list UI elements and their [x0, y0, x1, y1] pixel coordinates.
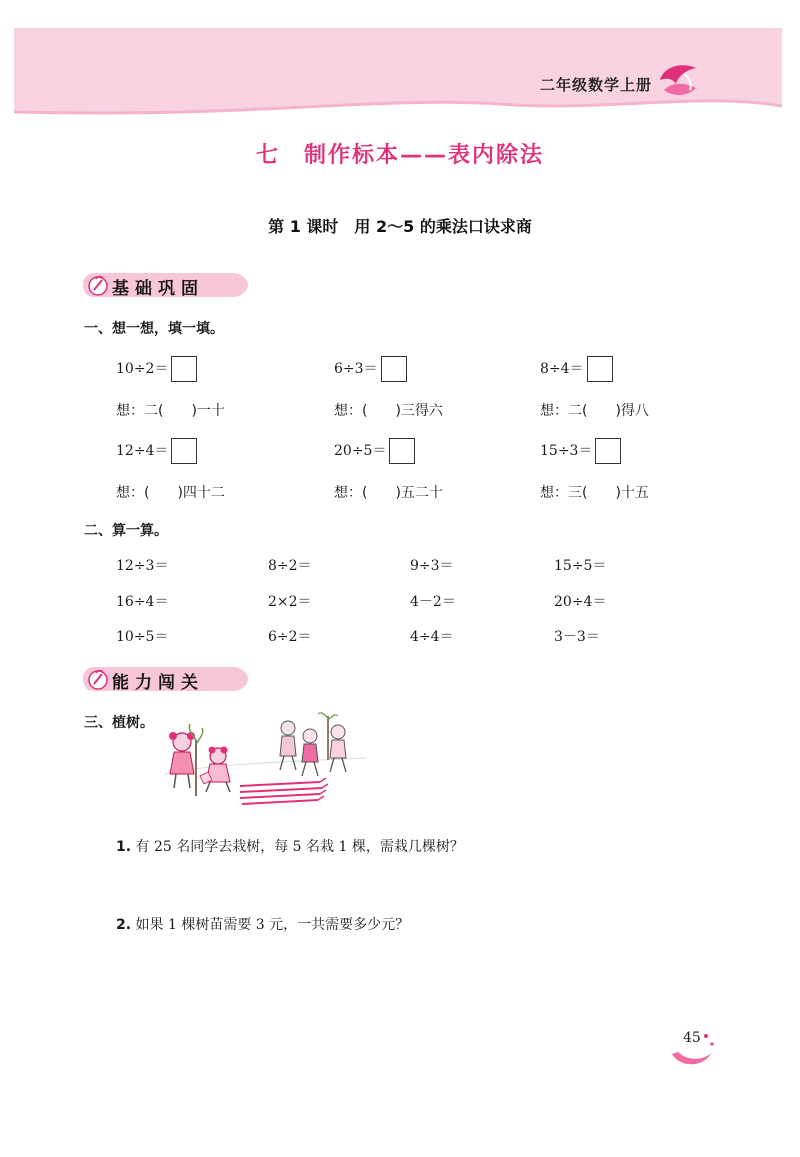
- equation-text: 20÷5＝: [334, 443, 387, 459]
- think-hint: 想：三( )十五: [540, 485, 649, 501]
- answer-box[interactable]: [595, 438, 621, 464]
- calc-item[interactable]: 6÷2＝: [268, 629, 312, 645]
- answer-box[interactable]: [381, 356, 407, 382]
- pencil-sticker-icon: [86, 273, 110, 297]
- calc-item[interactable]: 16÷4＝: [116, 594, 169, 610]
- pencil-sticker-icon: [86, 667, 110, 691]
- problem-number: 1.: [116, 839, 132, 855]
- calc-item[interactable]: 15÷5＝: [554, 558, 607, 574]
- equation-15div3: [540, 438, 621, 464]
- problem-text: 有 25 名同学去栽树，每 5 名栽 1 棵，需栽几棵树？: [135, 839, 464, 855]
- equation-text: 12÷4＝: [116, 443, 169, 459]
- page-number: 45: [683, 1030, 701, 1046]
- think-hint: 想：( )三得六: [334, 403, 443, 419]
- question-1-heading: 一、想一想，填一填。: [84, 321, 224, 337]
- equation-20div5: [334, 438, 415, 464]
- logo-icon: [656, 60, 702, 100]
- section-badge-label: 基础巩固: [112, 279, 204, 299]
- problem-text: 如果 1 棵树苗需要 3 元，一共需要多少元？: [135, 917, 410, 933]
- calc-item[interactable]: 8÷2＝: [268, 558, 312, 574]
- equation-text: 6÷3＝: [334, 361, 378, 377]
- think-hint: 想：二( )一十: [116, 403, 225, 419]
- book-title: 二年级数学上册: [540, 76, 653, 94]
- chapter-title: 七 制作标本——表内除法: [255, 143, 544, 168]
- section-badge-ability: [82, 666, 250, 692]
- calc-item[interactable]: 10÷5＝: [116, 629, 169, 645]
- tree-planting-illustration: [160, 712, 370, 818]
- calc-item[interactable]: 2×2＝: [268, 594, 312, 610]
- calc-item[interactable]: 4÷4＝: [410, 629, 454, 645]
- equation-text: 8÷4＝: [540, 361, 584, 377]
- equation-text: 10÷2＝: [116, 361, 169, 377]
- think-hint: 想：( )四十二: [116, 485, 225, 501]
- lesson-title: 第 1 课时 用 2～5 的乘法口诀求商: [268, 217, 532, 236]
- calc-item[interactable]: 20÷4＝: [554, 594, 607, 610]
- calc-item[interactable]: 12÷3＝: [116, 558, 169, 574]
- equation-6div3: [334, 356, 407, 382]
- section-badge-label: 能力闯关: [112, 673, 204, 693]
- think-hint: 想：二( )得八: [540, 403, 649, 419]
- equation-12div4: [116, 438, 197, 464]
- problem-1: [116, 836, 464, 856]
- problem-number: 2.: [116, 917, 132, 933]
- section-badge-basic: [82, 272, 250, 298]
- question-3-heading: 三、植树。: [84, 715, 154, 731]
- question-2-heading: 二、算一算。: [84, 523, 168, 539]
- answer-box[interactable]: [171, 438, 197, 464]
- equation-10div2: [116, 356, 197, 382]
- answer-box[interactable]: [389, 438, 415, 464]
- think-hint: 想：( )五二十: [334, 485, 443, 501]
- answer-box[interactable]: [587, 356, 613, 382]
- answer-box[interactable]: [171, 356, 197, 382]
- equation-text: 15÷3＝: [540, 443, 593, 459]
- calc-item[interactable]: 9÷3＝: [410, 558, 454, 574]
- calc-item[interactable]: 4－2＝: [410, 594, 456, 610]
- calc-item[interactable]: 3－3＝: [554, 629, 600, 645]
- problem-2: [116, 914, 409, 934]
- equation-8div4: [540, 356, 613, 382]
